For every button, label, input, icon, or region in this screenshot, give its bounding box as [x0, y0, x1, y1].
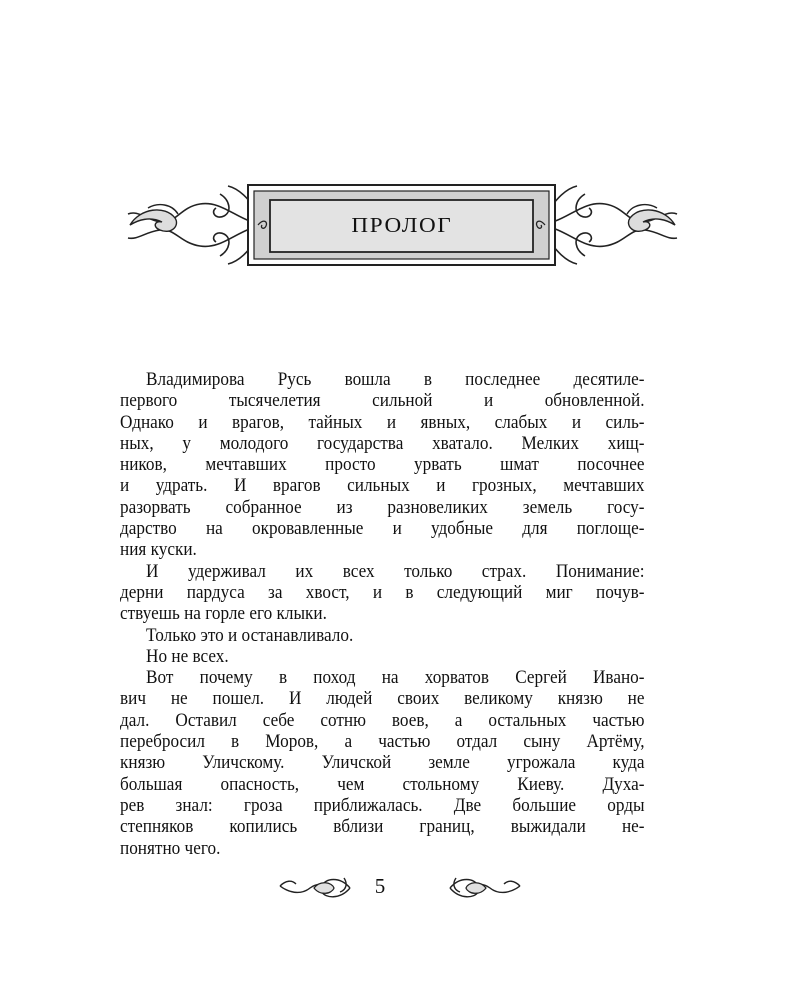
text-line: князю Уличскому. Уличской земле угрожала куда — [120, 753, 645, 774]
text-line: большая опасность, чем стольному Киеву. Духа- — [120, 774, 645, 795]
text-line: дал. Оставил себе сотню воев, а остальных частью — [120, 710, 645, 731]
chapter-title-box — [270, 192, 533, 258]
paragraph — [120, 370, 645, 562]
text-line: Вот почему в поход на хорватов Сергей Ивано- — [146, 668, 645, 689]
text-line: степняков копились вблизи границ, выжидали не- — [120, 817, 645, 838]
paragraph — [120, 562, 645, 626]
text-line: вич не пошел. И людей своих великому князю не — [120, 689, 645, 710]
footer-ornament-icon — [270, 868, 530, 912]
text-line: Только это и останавливало. — [146, 625, 354, 646]
text-line: понятно чего. — [120, 838, 221, 859]
text-line: Однако и врагов, тайных и явных, слабых и силь- — [120, 412, 645, 433]
text-line: ния куски. — [120, 540, 197, 561]
text-line: первого тысячелетия сильной и обновленной. — [120, 391, 645, 412]
chapter-header-ornament — [120, 180, 685, 270]
text-line: рев знал: гроза приближалась. Две большие орды — [120, 795, 645, 816]
chapter-title: ПРОЛОГ — [351, 212, 452, 237]
text-line: И удерживал их всех только страх. Понимание: — [146, 561, 645, 582]
text-line: ных, у молодого государства хватало. Мелких хищ- — [120, 433, 645, 454]
text-line: разорвать собранное из разновеликих земель госу- — [120, 497, 645, 518]
paragraph — [120, 668, 645, 860]
body-text — [120, 370, 645, 860]
text-line: ствуешь на горле его клыки. — [120, 604, 327, 625]
text-line: Но не всех. — [146, 646, 229, 667]
text-line: ников, мечтавших просто урвать шмат посочнее — [120, 455, 645, 476]
text-line: дерни пардуса за хвост, и в следующий миг почув- — [120, 582, 645, 603]
page-footer — [270, 868, 530, 912]
text-line: перебросил в Моров, а частью отдал сыну Артёму, — [120, 732, 645, 753]
text-line: Владимирова Русь вошла в последнее десятиле- — [146, 370, 645, 390]
paragraph — [120, 626, 645, 647]
text-line: дарство на окровавленные и удобные для поглоще- — [120, 519, 645, 540]
page-number: 5 — [374, 874, 386, 898]
text-line: и удрать. И врагов сильных и грозных, мечтавших — [120, 476, 645, 497]
paragraph — [120, 647, 645, 668]
